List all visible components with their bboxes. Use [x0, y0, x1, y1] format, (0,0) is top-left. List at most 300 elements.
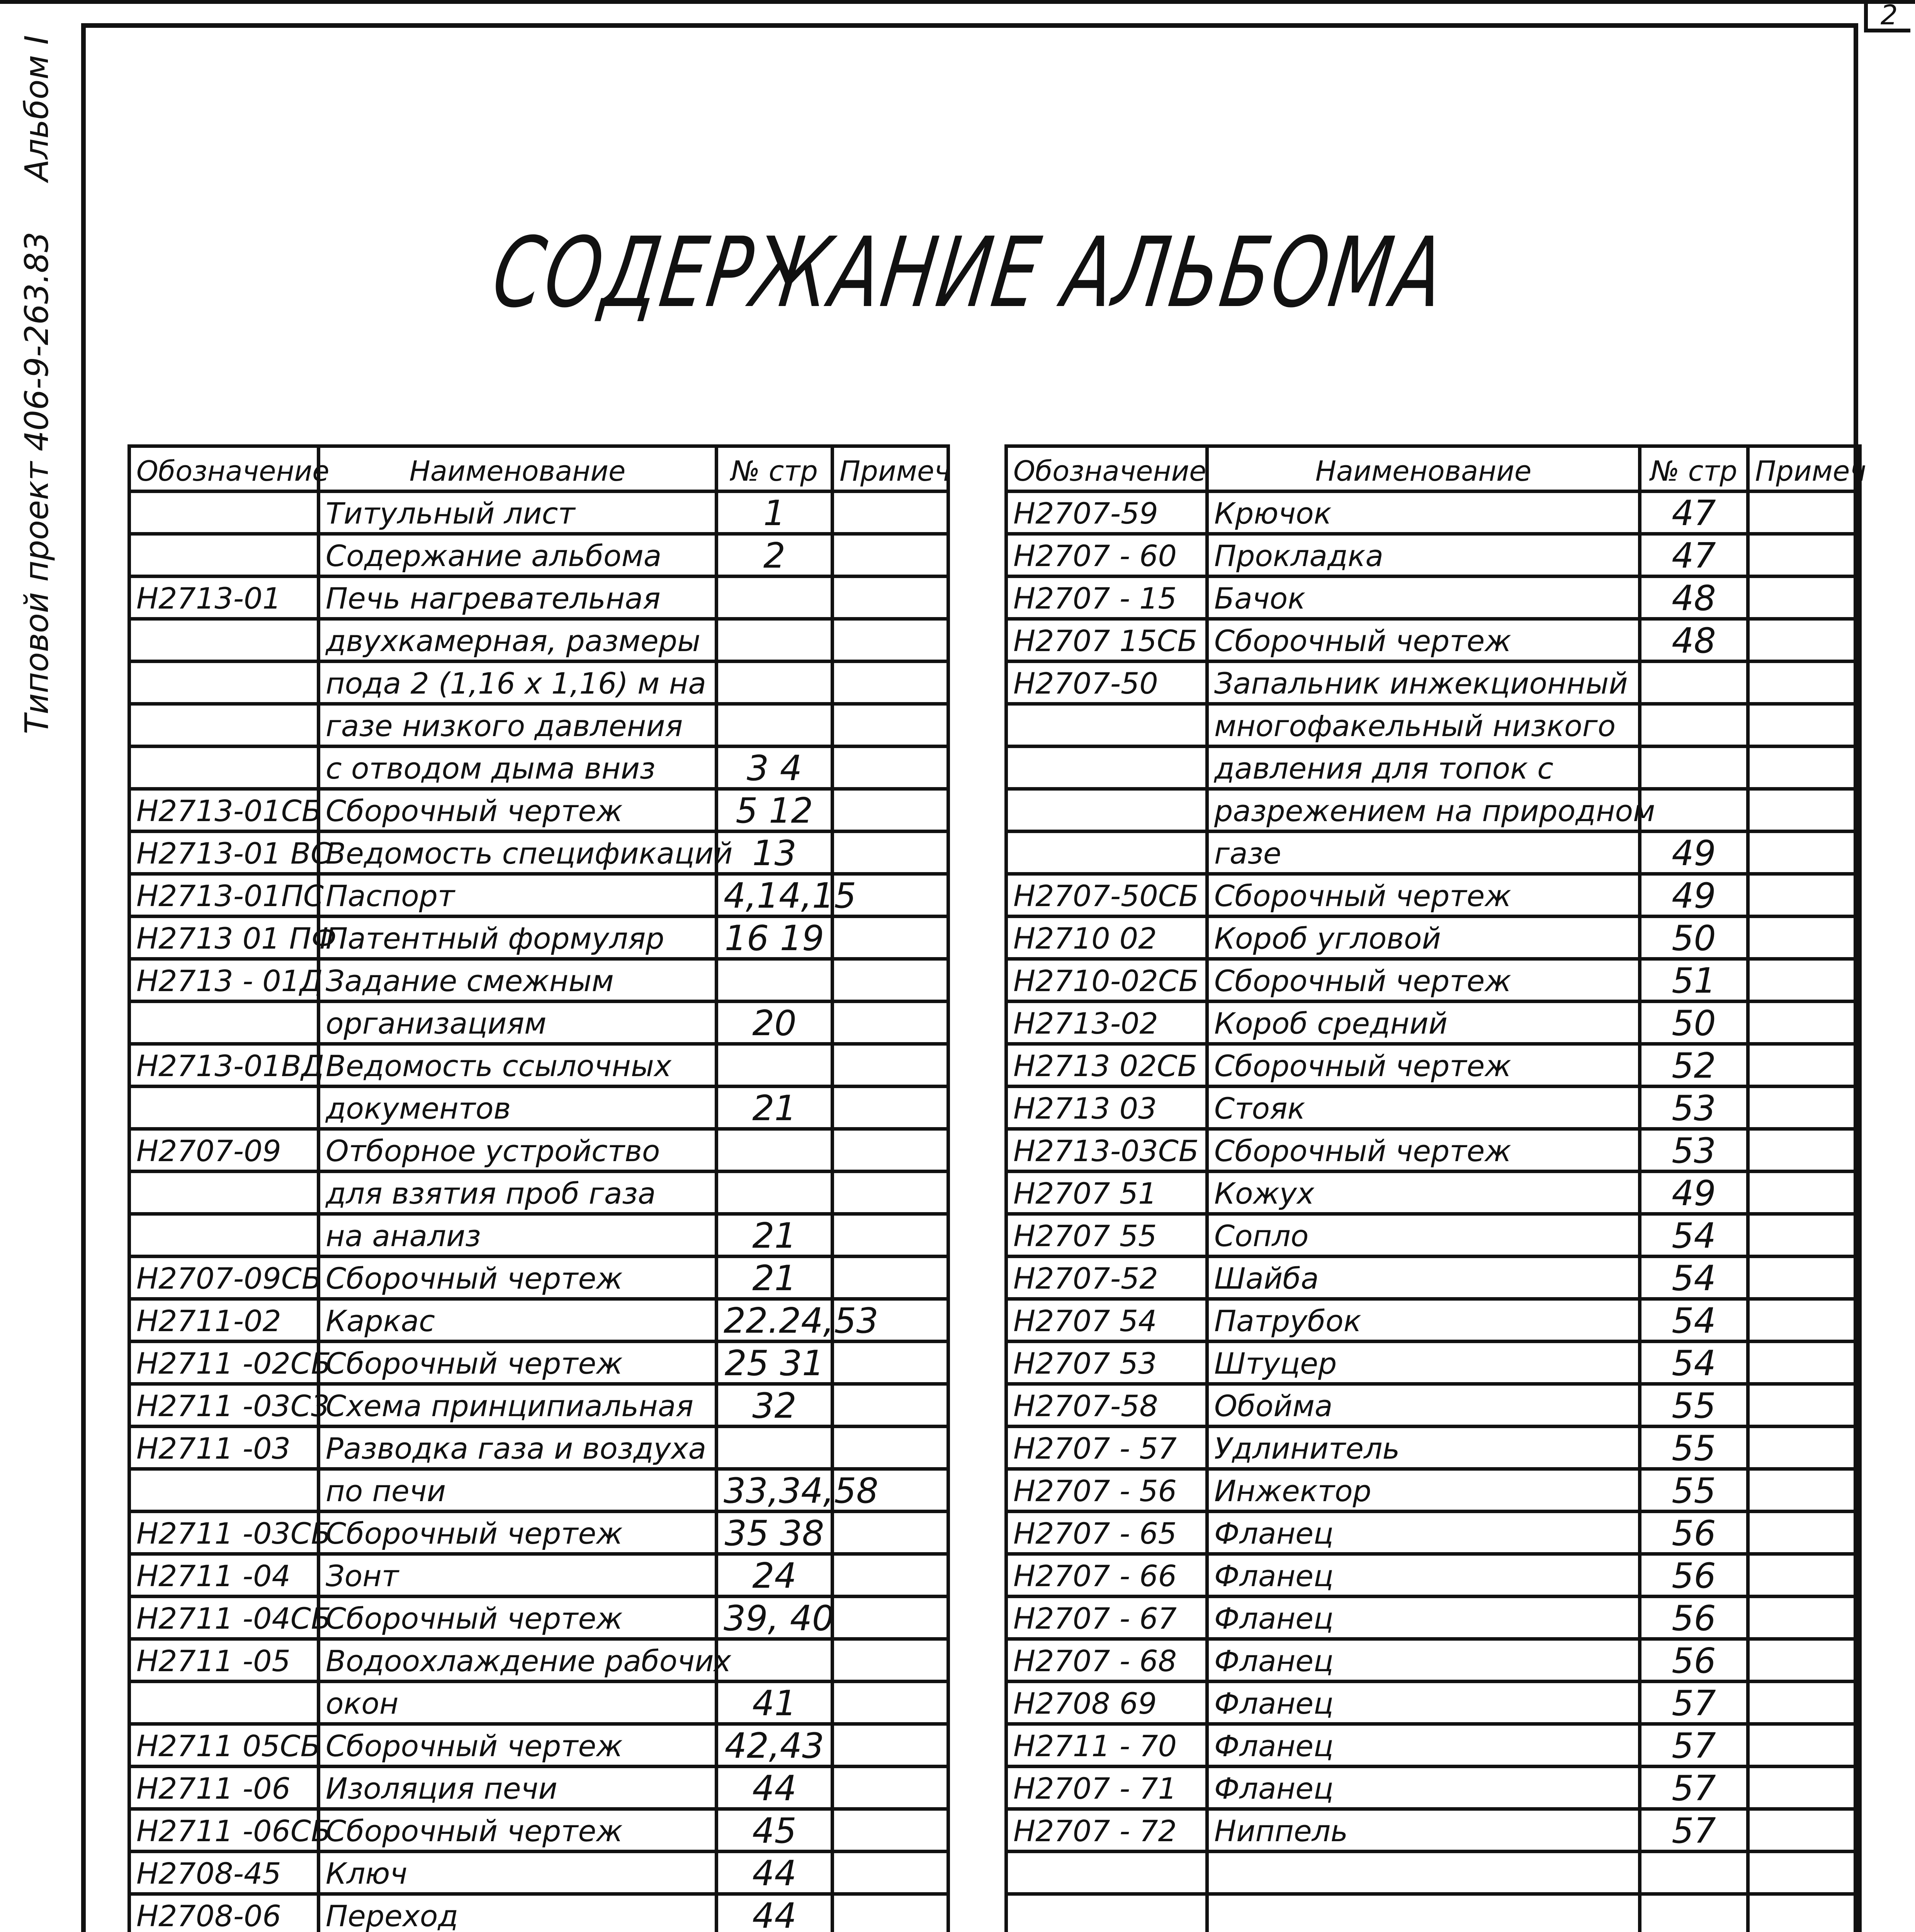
cell-note: [833, 492, 948, 534]
cell-code: [1006, 704, 1207, 747]
cell-page: 13: [717, 832, 833, 874]
cell-note: [833, 1682, 948, 1724]
cell-page: [717, 577, 833, 619]
cell-page: 54: [1640, 1299, 1748, 1342]
cell-name: Сборочный чертеж: [1207, 1129, 1640, 1172]
cell-code: [129, 662, 319, 704]
cell-page: 57: [1640, 1767, 1748, 1809]
cell-name: на анализ: [319, 1214, 717, 1257]
cell-page: [717, 619, 833, 662]
cell-page: 24: [717, 1554, 833, 1597]
cell-page: 16 19: [717, 917, 833, 959]
cell-note: [1748, 1894, 1860, 1932]
cell-name: Каркас: [319, 1299, 717, 1342]
cell-note: [1748, 1342, 1860, 1384]
cell-page: 57: [1640, 1724, 1748, 1767]
cell-name: Сборочный чертеж: [1207, 874, 1640, 917]
cell-note: [833, 1894, 948, 1932]
cell-name: пода 2 (1,16 х 1,16) м на: [319, 662, 717, 704]
cell-code: Н2713 01 ПФ: [129, 917, 319, 959]
cell-name: Патрубок: [1207, 1299, 1640, 1342]
cell-note: [833, 1852, 948, 1894]
cell-code: Н2713-01 ВС: [129, 832, 319, 874]
cell-code: Н2707 54: [1006, 1299, 1207, 1342]
table-row: [129, 662, 948, 704]
cell-page: [1640, 747, 1748, 789]
cell-note: [1748, 1512, 1860, 1554]
contents-table-right: [1004, 444, 1866, 1932]
cell-note: [1748, 874, 1860, 917]
cell-name: Фланец: [1207, 1554, 1640, 1597]
table-row: [129, 1767, 948, 1809]
cell-name: Изоляция печи: [319, 1767, 717, 1809]
cell-name: Паспорт: [319, 874, 717, 917]
cell-note: [833, 577, 948, 619]
cell-name: разрежением на природном: [1207, 789, 1640, 832]
cell-note: [1748, 1682, 1860, 1724]
cell-code: Н2708-45: [129, 1852, 319, 1894]
cell-name: Схема принципиальная: [319, 1384, 717, 1427]
table-row: [129, 1214, 948, 1257]
table-row: [1006, 874, 1860, 917]
cell-code: Н2711 - 70: [1006, 1724, 1207, 1767]
cell-note: [1748, 832, 1860, 874]
cell-note: [833, 619, 948, 662]
cell-note: [833, 704, 948, 747]
cell-note: [833, 534, 948, 577]
table-row: [1006, 789, 1860, 832]
table-row: [129, 1512, 948, 1554]
cell-code: Н2707-59: [1006, 492, 1207, 534]
cell-code: Н2711 -03СБ: [129, 1512, 319, 1554]
cell-code: [129, 492, 319, 534]
cell-note: [833, 1044, 948, 1087]
cell-code: Н2711 -05: [129, 1639, 319, 1682]
cell-name: Шайба: [1207, 1257, 1640, 1299]
cell-name: Ниппель: [1207, 1809, 1640, 1852]
table-row: [1006, 959, 1860, 1002]
cell-code: Н2710-02СБ: [1006, 959, 1207, 1002]
cell-page: 47: [1640, 492, 1748, 534]
cell-page: [717, 1172, 833, 1214]
header-code: Обозначение: [1006, 446, 1207, 492]
cell-note: [833, 1809, 948, 1852]
cell-name: Сборочный чертеж: [1207, 959, 1640, 1002]
cell-name: с отводом дыма вниз: [319, 747, 717, 789]
cell-name: Титульный лист: [319, 492, 717, 534]
cell-note: [1748, 1384, 1860, 1427]
cell-name: Удлинитель: [1207, 1427, 1640, 1469]
contents-table-right-body: [1006, 492, 1860, 1932]
cell-page: 39, 40: [717, 1597, 833, 1639]
cell-code: [129, 704, 319, 747]
cell-code: Н2707 15СБ: [1006, 619, 1207, 662]
table-row: [129, 619, 948, 662]
cell-page: [1640, 789, 1748, 832]
cell-name: Сборочный чертеж: [319, 1512, 717, 1554]
cell-name: газе: [1207, 832, 1640, 874]
table-row: [129, 1894, 948, 1932]
cell-code: [129, 1087, 319, 1129]
page-title: СОДЕРЖАНИЕ АЛЬБОМА: [486, 216, 1453, 329]
cell-name: Отборное устройство: [319, 1129, 717, 1172]
cell-name: Инжектор: [1207, 1469, 1640, 1512]
cell-page: 49: [1640, 832, 1748, 874]
table-row: [1006, 1129, 1860, 1172]
cell-note: [1748, 1044, 1860, 1087]
cell-note: [833, 1172, 948, 1214]
cell-page: 54: [1640, 1342, 1748, 1384]
cell-note: [1748, 1469, 1860, 1512]
table-row: [129, 1044, 948, 1087]
cell-name: Сборочный чертеж: [319, 1597, 717, 1639]
cell-page: 45: [717, 1809, 833, 1852]
contents-table-left-body: [129, 492, 948, 1932]
table-row: [1006, 1044, 1860, 1087]
cell-code: Н2707-09: [129, 1129, 319, 1172]
cell-page: 55: [1640, 1384, 1748, 1427]
table-row: [1006, 1639, 1860, 1682]
cell-name: Ключ: [319, 1852, 717, 1894]
cell-page: 20: [717, 1002, 833, 1044]
cell-name: Ведомость спецификаций: [319, 832, 717, 874]
cell-name: Переход: [319, 1894, 717, 1932]
cell-code: Н2711 -02СБ: [129, 1342, 319, 1384]
header-page: № стр: [1640, 446, 1748, 492]
table-row: [129, 832, 948, 874]
table-row: [129, 1342, 948, 1384]
table-row: [1006, 1809, 1860, 1852]
cell-name: Стояк: [1207, 1087, 1640, 1129]
cell-note: [1748, 1214, 1860, 1257]
table-row: [1006, 1299, 1860, 1342]
cell-code: Н2711 05СБ: [129, 1724, 319, 1767]
table-row: [129, 1257, 948, 1299]
cell-note: [833, 1087, 948, 1129]
cell-code: [1006, 789, 1207, 832]
cell-code: [129, 1214, 319, 1257]
cell-code: Н2707 - 72: [1006, 1809, 1207, 1852]
cell-code: Н2711 -03С3: [129, 1384, 319, 1427]
cell-name: Сопло: [1207, 1214, 1640, 1257]
cell-page: 44: [717, 1852, 833, 1894]
cell-code: Н2707 - 68: [1006, 1639, 1207, 1682]
cell-page: [1640, 704, 1748, 747]
table-row: [129, 917, 948, 959]
table-row: [1006, 1767, 1860, 1809]
cell-name: [1207, 1894, 1640, 1932]
cell-note: [833, 1597, 948, 1639]
cell-code: Н2711-02: [129, 1299, 319, 1342]
table-row: [129, 577, 948, 619]
cell-note: [1748, 1172, 1860, 1214]
cell-code: Н2713-01: [129, 577, 319, 619]
cell-code: [129, 747, 319, 789]
cell-name: Сборочный чертеж: [319, 1257, 717, 1299]
project-label: Типовой проект 406-9-263.83: [18, 231, 56, 734]
table-row: [129, 1172, 948, 1214]
cell-code: Н2713-02: [1006, 1002, 1207, 1044]
cell-code: Н2713-03СБ: [1006, 1129, 1207, 1172]
cell-page: 25 31: [717, 1342, 833, 1384]
cell-name: документов: [319, 1087, 717, 1129]
cell-name: для взятия проб газа: [319, 1172, 717, 1214]
cell-name: Сборочный чертеж: [319, 1809, 717, 1852]
cell-page: [717, 1129, 833, 1172]
table-row: [129, 747, 948, 789]
cell-page: 33,34,58: [717, 1469, 833, 1512]
table-row: [1006, 492, 1860, 534]
cell-page: 53: [1640, 1087, 1748, 1129]
cell-page: [717, 959, 833, 1002]
table-row: [129, 1724, 948, 1767]
table-row: [129, 1002, 948, 1044]
cell-name: Сборочный чертеж: [1207, 619, 1640, 662]
cell-code: Н2710 02: [1006, 917, 1207, 959]
cell-name: организациям: [319, 1002, 717, 1044]
cell-code: Н2713-01ВД: [129, 1044, 319, 1087]
cell-name: Ведомость ссылочных: [319, 1044, 717, 1087]
cell-code: Н2713 02СБ: [1006, 1044, 1207, 1087]
header-page: № стр: [717, 446, 833, 492]
cell-note: [833, 917, 948, 959]
cell-code: Н2708 69: [1006, 1682, 1207, 1724]
table-row: [1006, 1512, 1860, 1554]
table-row: [129, 1597, 948, 1639]
cell-note: [1748, 917, 1860, 959]
cell-code: Н2707 - 60: [1006, 534, 1207, 577]
cell-page: 54: [1640, 1257, 1748, 1299]
cell-page: 56: [1640, 1639, 1748, 1682]
table-header-row: [129, 446, 948, 492]
table-row: [1006, 662, 1860, 704]
cell-code: [129, 1172, 319, 1214]
cell-note: [1748, 619, 1860, 662]
table-row: [129, 1639, 948, 1682]
table-row: [1006, 1342, 1860, 1384]
table-row: [1006, 1894, 1860, 1932]
cell-page: 55: [1640, 1427, 1748, 1469]
header-note: Примеч: [833, 446, 948, 492]
cell-page: 1: [717, 492, 833, 534]
cell-note: [1748, 1597, 1860, 1639]
table-row: [129, 959, 948, 1002]
cell-page: 32: [717, 1384, 833, 1427]
cell-code: [1006, 832, 1207, 874]
cell-note: [1748, 704, 1860, 747]
cell-code: Н2707-52: [1006, 1257, 1207, 1299]
cell-name: Фланец: [1207, 1512, 1640, 1554]
table-row: [129, 1299, 948, 1342]
cell-name: Бачок: [1207, 577, 1640, 619]
cell-page: 21: [717, 1087, 833, 1129]
table-row: [1006, 1214, 1860, 1257]
cell-name: Обойма: [1207, 1384, 1640, 1427]
cell-note: [1748, 1087, 1860, 1129]
table-row: [1006, 1682, 1860, 1724]
table-row: [129, 1469, 948, 1512]
cell-code: Н2708-06: [129, 1894, 319, 1932]
cell-note: [1748, 1724, 1860, 1767]
table-row: [1006, 1724, 1860, 1767]
cell-page: 35 38: [717, 1512, 833, 1554]
cell-page: [1640, 1852, 1748, 1894]
cell-page: 2: [717, 534, 833, 577]
table-row: [129, 1129, 948, 1172]
cell-page: 3 4: [717, 747, 833, 789]
table-row: [129, 1427, 948, 1469]
cell-name: Сборочный чертеж: [319, 789, 717, 832]
cell-code: Н2711 -06: [129, 1767, 319, 1809]
cell-code: Н2707 - 65: [1006, 1512, 1207, 1554]
cell-name: Короб угловой: [1207, 917, 1640, 959]
table-row: [129, 789, 948, 832]
cell-name: Штуцер: [1207, 1342, 1640, 1384]
cell-page: [1640, 1894, 1748, 1932]
cell-note: [833, 1384, 948, 1427]
cell-name: Зонт: [319, 1554, 717, 1597]
cell-code: Н2707 - 66: [1006, 1554, 1207, 1597]
cell-name: давления для топок с: [1207, 747, 1640, 789]
cell-name: Прокладка: [1207, 534, 1640, 577]
cell-code: Н2707 - 57: [1006, 1427, 1207, 1469]
table-row: [1006, 1087, 1860, 1129]
table-row: [1006, 1597, 1860, 1639]
cell-page: 5 12: [717, 789, 833, 832]
cell-page: 55: [1640, 1469, 1748, 1512]
cell-code: Н2707-58: [1006, 1384, 1207, 1427]
cell-code: Н2707-50СБ: [1006, 874, 1207, 917]
cell-name: газе низкого давления: [319, 704, 717, 747]
cell-note: [833, 1257, 948, 1299]
side-label: [8, 35, 66, 734]
cell-page: 57: [1640, 1809, 1748, 1852]
cell-note: [833, 1767, 948, 1809]
cell-name: Водоохлаждение рабочих: [319, 1639, 717, 1682]
cell-note: [833, 1554, 948, 1597]
cell-note: [833, 747, 948, 789]
album-label: Альбом I: [18, 35, 56, 182]
table-row: [129, 492, 948, 534]
cell-page: 44: [717, 1767, 833, 1809]
table-row: [1006, 1554, 1860, 1597]
table-row: [1006, 534, 1860, 577]
table-row: [1006, 832, 1860, 874]
cell-code: Н2713-01ПС: [129, 874, 319, 917]
table-row: [129, 1384, 948, 1427]
cell-name: Короб средний: [1207, 1002, 1640, 1044]
cell-note: [833, 789, 948, 832]
cell-page: 21: [717, 1214, 833, 1257]
cell-code: Н2711 -06СБ: [129, 1809, 319, 1852]
cell-page: 42,43: [717, 1724, 833, 1767]
cell-code: [1006, 747, 1207, 789]
table-row: [1006, 1172, 1860, 1214]
cell-name: Кожух: [1207, 1172, 1640, 1214]
cell-name: окон: [319, 1682, 717, 1724]
cell-page: 57: [1640, 1682, 1748, 1724]
cell-code: Н2711 -03: [129, 1427, 319, 1469]
cell-code: Н2707 - 56: [1006, 1469, 1207, 1512]
cell-name: Сборочный чертеж: [1207, 1044, 1640, 1087]
cell-note: [1748, 1767, 1860, 1809]
cell-note: [1748, 1809, 1860, 1852]
cell-name: по печи: [319, 1469, 717, 1512]
cell-code: Н2711 -04: [129, 1554, 319, 1597]
cell-page: 48: [1640, 577, 1748, 619]
cell-name: Задание смежным: [319, 959, 717, 1002]
cell-code: [1006, 1852, 1207, 1894]
cell-code: Н2707 - 67: [1006, 1597, 1207, 1639]
table-row: [1006, 747, 1860, 789]
cell-note: [833, 832, 948, 874]
cell-note: [1748, 1852, 1860, 1894]
table-row: [1006, 1257, 1860, 1299]
table-row: [1006, 1469, 1860, 1512]
table-row: [1006, 1002, 1860, 1044]
cell-page: [717, 1427, 833, 1469]
cell-page: 56: [1640, 1512, 1748, 1554]
cell-name: Фланец: [1207, 1724, 1640, 1767]
cell-note: [1748, 662, 1860, 704]
table-header-row: [1006, 446, 1860, 492]
cell-code: [1006, 1894, 1207, 1932]
table-row: [129, 1809, 948, 1852]
cell-note: [833, 1214, 948, 1257]
table-row: [1006, 1384, 1860, 1427]
table-row: [1006, 619, 1860, 662]
table-row: [129, 1852, 948, 1894]
cell-note: [1748, 1002, 1860, 1044]
cell-code: Н2707 51: [1006, 1172, 1207, 1214]
cell-code: Н2707-50: [1006, 662, 1207, 704]
cell-note: [833, 1129, 948, 1172]
cell-page: [1640, 662, 1748, 704]
table-row: [1006, 704, 1860, 747]
cell-page: 56: [1640, 1597, 1748, 1639]
table-row: [129, 704, 948, 747]
table-row: [129, 1554, 948, 1597]
header-name: Наименование: [319, 446, 717, 492]
cell-name: Сборочный чертеж: [319, 1724, 717, 1767]
table-row: [1006, 917, 1860, 959]
cell-page: 4,14,15: [717, 874, 833, 917]
cell-name: Сборочный чертеж: [319, 1342, 717, 1384]
table-row: [1006, 577, 1860, 619]
cell-name: Запальник инжекционный: [1207, 662, 1640, 704]
cell-note: [1748, 492, 1860, 534]
cell-code: Н2713 03: [1006, 1087, 1207, 1129]
table-row: [1006, 1427, 1860, 1469]
cell-code: Н2713-01СБ: [129, 789, 319, 832]
cell-code: Н2707 53: [1006, 1342, 1207, 1384]
table-row: [129, 1087, 948, 1129]
cell-name: Печь нагревательная: [319, 577, 717, 619]
cell-page: 50: [1640, 1002, 1748, 1044]
cell-name: Патентный формуляр: [319, 917, 717, 959]
cell-page: 21: [717, 1257, 833, 1299]
cell-note: [1748, 789, 1860, 832]
cell-code: [129, 534, 319, 577]
top-border-line: [0, 0, 1915, 4]
cell-name: Крючок: [1207, 492, 1640, 534]
cell-note: [1748, 747, 1860, 789]
cell-name: многофакельный низкого: [1207, 704, 1640, 747]
cell-code: Н2707 55: [1006, 1214, 1207, 1257]
cell-note: [1748, 1299, 1860, 1342]
cell-note: [1748, 1427, 1860, 1469]
cell-note: [833, 1724, 948, 1767]
